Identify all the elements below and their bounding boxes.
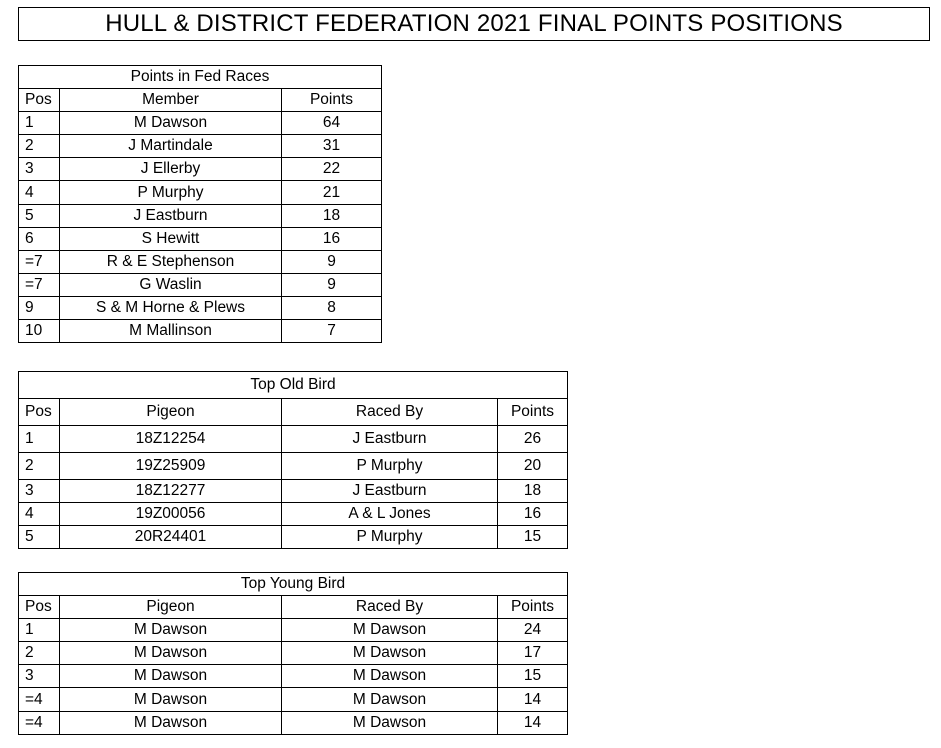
cell-pigeon: 19Z25909 xyxy=(60,453,282,480)
table-row xyxy=(19,619,568,642)
cell-raced-by: M Dawson xyxy=(282,711,498,734)
cell-member: P Murphy xyxy=(60,181,282,204)
cell-pos: 3 xyxy=(19,665,60,688)
page-title: HULL & DISTRICT FEDERATION 2021 FINAL POINTS POSITIONS xyxy=(18,7,930,41)
cell-points: 31 xyxy=(282,135,382,158)
cell-raced-by: A & L Jones xyxy=(282,503,498,526)
cell-points: 15 xyxy=(498,665,568,688)
table-row xyxy=(19,135,382,158)
cell-points: 18 xyxy=(498,480,568,503)
cell-raced-by: J Eastburn xyxy=(282,480,498,503)
header-pos: Pos xyxy=(19,399,60,426)
cell-member: R & E Stephenson xyxy=(60,250,282,273)
cell-pigeon: M Dawson xyxy=(60,711,282,734)
fed-races-header-row xyxy=(19,89,382,112)
table-row xyxy=(19,503,568,526)
old-bird-caption: Top Old Bird xyxy=(19,372,568,399)
cell-pos: 5 xyxy=(19,204,60,227)
table-row xyxy=(19,665,568,688)
young-bird-table xyxy=(18,572,568,735)
cell-pos: 1 xyxy=(19,619,60,642)
cell-pigeon: M Dawson xyxy=(60,619,282,642)
cell-raced-by: P Murphy xyxy=(282,526,498,549)
cell-member: S & M Horne & Plews xyxy=(60,296,282,319)
table-row xyxy=(19,181,382,204)
cell-member: M Mallinson xyxy=(60,320,282,343)
table-row xyxy=(19,453,568,480)
cell-pigeon: M Dawson xyxy=(60,688,282,711)
table-row xyxy=(19,688,568,711)
header-pos: Pos xyxy=(19,89,60,112)
cell-raced-by: M Dawson xyxy=(282,665,498,688)
cell-pigeon: 18Z12254 xyxy=(60,426,282,453)
header-pigeon: Pigeon xyxy=(60,399,282,426)
cell-member: J Eastburn xyxy=(60,204,282,227)
cell-member: J Ellerby xyxy=(60,158,282,181)
fed-races-caption: Points in Fed Races xyxy=(19,66,382,89)
young-bird-caption-row xyxy=(19,573,568,596)
fed-races-table xyxy=(18,65,382,343)
cell-points: 8 xyxy=(282,296,382,319)
cell-pigeon: 18Z12277 xyxy=(60,480,282,503)
table-row xyxy=(19,642,568,665)
header-member: Member xyxy=(60,89,282,112)
table-row xyxy=(19,296,382,319)
cell-member: G Waslin xyxy=(60,273,282,296)
cell-raced-by: P Murphy xyxy=(282,453,498,480)
table-row xyxy=(19,320,382,343)
cell-raced-by: M Dawson xyxy=(282,619,498,642)
cell-pigeon: 20R24401 xyxy=(60,526,282,549)
cell-pos: 3 xyxy=(19,480,60,503)
cell-pos: =4 xyxy=(19,688,60,711)
cell-pos: =4 xyxy=(19,711,60,734)
cell-pos: 2 xyxy=(19,642,60,665)
cell-points: 18 xyxy=(282,204,382,227)
cell-pos: 9 xyxy=(19,296,60,319)
cell-pos: 1 xyxy=(19,426,60,453)
cell-points: 24 xyxy=(498,619,568,642)
young-bird-header-row xyxy=(19,596,568,619)
cell-points: 20 xyxy=(498,453,568,480)
old-bird-caption-row xyxy=(19,372,568,399)
cell-raced-by: M Dawson xyxy=(282,688,498,711)
cell-pos: 3 xyxy=(19,158,60,181)
header-raced-by: Raced By xyxy=(282,596,498,619)
cell-pos: 4 xyxy=(19,181,60,204)
cell-raced-by: M Dawson xyxy=(282,642,498,665)
cell-points: 64 xyxy=(282,112,382,135)
cell-points: 22 xyxy=(282,158,382,181)
cell-points: 16 xyxy=(498,503,568,526)
header-pos: Pos xyxy=(19,596,60,619)
table-row xyxy=(19,227,382,250)
young-bird-caption: Top Young Bird xyxy=(19,573,568,596)
cell-pos: 6 xyxy=(19,227,60,250)
cell-pos: 10 xyxy=(19,320,60,343)
cell-points: 9 xyxy=(282,250,382,273)
header-points: Points xyxy=(282,89,382,112)
cell-pos: 2 xyxy=(19,135,60,158)
cell-pos: 1 xyxy=(19,112,60,135)
table-row xyxy=(19,112,382,135)
cell-points: 9 xyxy=(282,273,382,296)
cell-points: 14 xyxy=(498,711,568,734)
table-row xyxy=(19,273,382,296)
old-bird-table xyxy=(18,371,568,549)
cell-pos: =7 xyxy=(19,273,60,296)
cell-points: 26 xyxy=(498,426,568,453)
table-row xyxy=(19,711,568,734)
cell-pigeon: M Dawson xyxy=(60,642,282,665)
header-pigeon: Pigeon xyxy=(60,596,282,619)
cell-member: S Hewitt xyxy=(60,227,282,250)
header-raced-by: Raced By xyxy=(282,399,498,426)
cell-pos: 5 xyxy=(19,526,60,549)
table-row xyxy=(19,204,382,227)
cell-pigeon: 19Z00056 xyxy=(60,503,282,526)
header-points: Points xyxy=(498,596,568,619)
old-bird-header-row xyxy=(19,399,568,426)
fed-races-caption-row xyxy=(19,66,382,89)
table-row xyxy=(19,158,382,181)
cell-points: 15 xyxy=(498,526,568,549)
table-row xyxy=(19,250,382,273)
cell-member: J Martindale xyxy=(60,135,282,158)
cell-raced-by: J Eastburn xyxy=(282,426,498,453)
cell-points: 17 xyxy=(498,642,568,665)
table-row xyxy=(19,426,568,453)
cell-pigeon: M Dawson xyxy=(60,665,282,688)
cell-pos: =7 xyxy=(19,250,60,273)
cell-points: 16 xyxy=(282,227,382,250)
table-row xyxy=(19,526,568,549)
cell-member: M Dawson xyxy=(60,112,282,135)
table-row xyxy=(19,480,568,503)
cell-points: 21 xyxy=(282,181,382,204)
cell-points: 7 xyxy=(282,320,382,343)
cell-pos: 4 xyxy=(19,503,60,526)
cell-points: 14 xyxy=(498,688,568,711)
header-points: Points xyxy=(498,399,568,426)
cell-pos: 2 xyxy=(19,453,60,480)
